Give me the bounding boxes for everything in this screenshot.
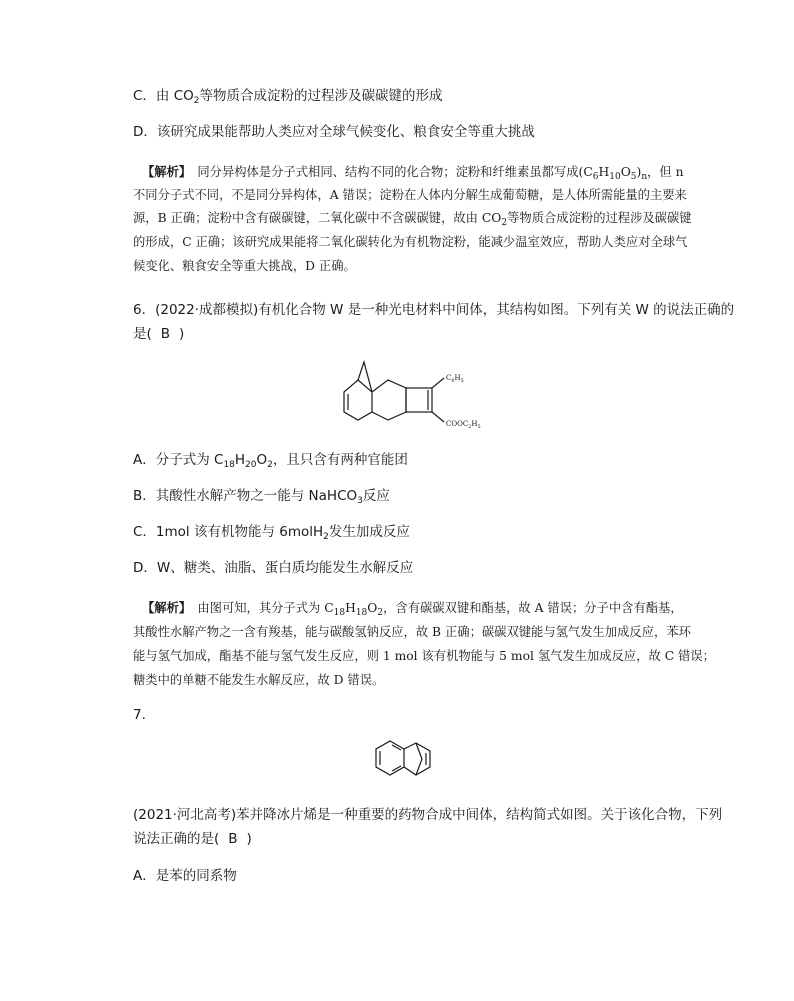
q6-stem-line-2: 是( B ) <box>133 326 185 342</box>
q7-option-a: A．是苯的同系物 <box>133 868 237 884</box>
q7-answer: B <box>228 831 238 847</box>
analysis-label: 【解析】 <box>142 600 186 615</box>
q7-stem-line-2: 说法正确的是( B ) <box>133 831 252 847</box>
q5-analysis-line-1: 【解析】 同分异构体是分子式相同、结构不同的化合物；淀粉和纤维素虽都写成$(C_6H_{10}O_5)_n$，但 n <box>142 164 684 182</box>
q5-analysis-line-2: 不同分子式不同，不是同分异构体，A 错误；淀粉在人体内分解生成葡萄糖，是人体所需能量的主要来 <box>133 188 687 202</box>
q5-analysis-line-3: 源，B 正确；淀粉中含有碳碳键，二氧化碳中不含碳碳键，故由 $CO_2$等物质合成淀粉的过程涉及碳碳键 <box>133 211 692 228</box>
q6-substituent-bottom: $COOC_2H_5$ <box>446 420 481 430</box>
q6-stem-line-1: 6．(2022·成都模拟)有机化合物 W 是一种光电材料中间体，其结构如图。下列有关 W 的说法正确的 <box>133 302 735 318</box>
q5-option-d: D．该研究成果能帮助人类应对全球气候变化、粮食安全等重大挑战 <box>133 124 535 140</box>
q6-substituent-top: $C_6H_5$ <box>446 374 464 384</box>
q6-analysis-line-4: 糖类中的单糖不能发生水解反应，故 D 错误。 <box>133 673 385 687</box>
q6-structure-diagram <box>330 350 490 440</box>
q6-analysis-line-1: 【解析】 由图可知，其分子式为 $C_{18}H_{18}O_2$，含有碳碳双键和酯基，故 A 错误；分子中含有酯基， <box>142 600 683 618</box>
q6-answer: B <box>160 326 171 342</box>
analysis-label: 【解析】 <box>142 164 186 179</box>
q6-option-d: D．W、糖类、油脂、蛋白质均能发生水解反应 <box>133 560 414 576</box>
q7-number: 7. <box>133 707 146 723</box>
q6-option-b: B．其酸性水解产物之一能与 NaHCO$_3$反应 <box>133 488 390 506</box>
q6-option-c: C．1mol 该有机物能与 6molH$_2$发生加成反应 <box>133 524 410 542</box>
q6-analysis-line-2: 其酸性水解产物之一含有羧基，能与碳酸氢钠反应，故 B 正确；碳碳双键能与氢气发生加成反应，苯环 <box>133 625 691 639</box>
q7-stem-line-1: (2021·河北高考)苯并降冰片烯是一种重要的药物合成中间体，结构简式如图。关于该化合物，下列 <box>133 807 723 823</box>
q7-structure-diagram <box>372 735 444 785</box>
q5-analysis-line-5: 候变化、粮食安全等重大挑战，D 正确。 <box>133 259 356 273</box>
q6-option-a: A．分子式为 $C_{18}H_{20}O_2$，且只含有两种官能团 <box>133 452 408 470</box>
q5-analysis-line-4: 的形成，C 正确；该研究成果能将二氧化碳转化为有机物淀粉，能减少温室效应，帮助人类应对全球气 <box>133 235 688 249</box>
q5-option-c: C．由 $CO_2$等物质合成淀粉的过程涉及碳碳键的形成 <box>133 88 443 106</box>
q6-analysis-line-3: 能与氢气加成，酯基不能与氢气发生反应，则 1 mol 该有机物能与 5 mol 氢气发生加成反应，故 C 错误； <box>133 649 715 663</box>
